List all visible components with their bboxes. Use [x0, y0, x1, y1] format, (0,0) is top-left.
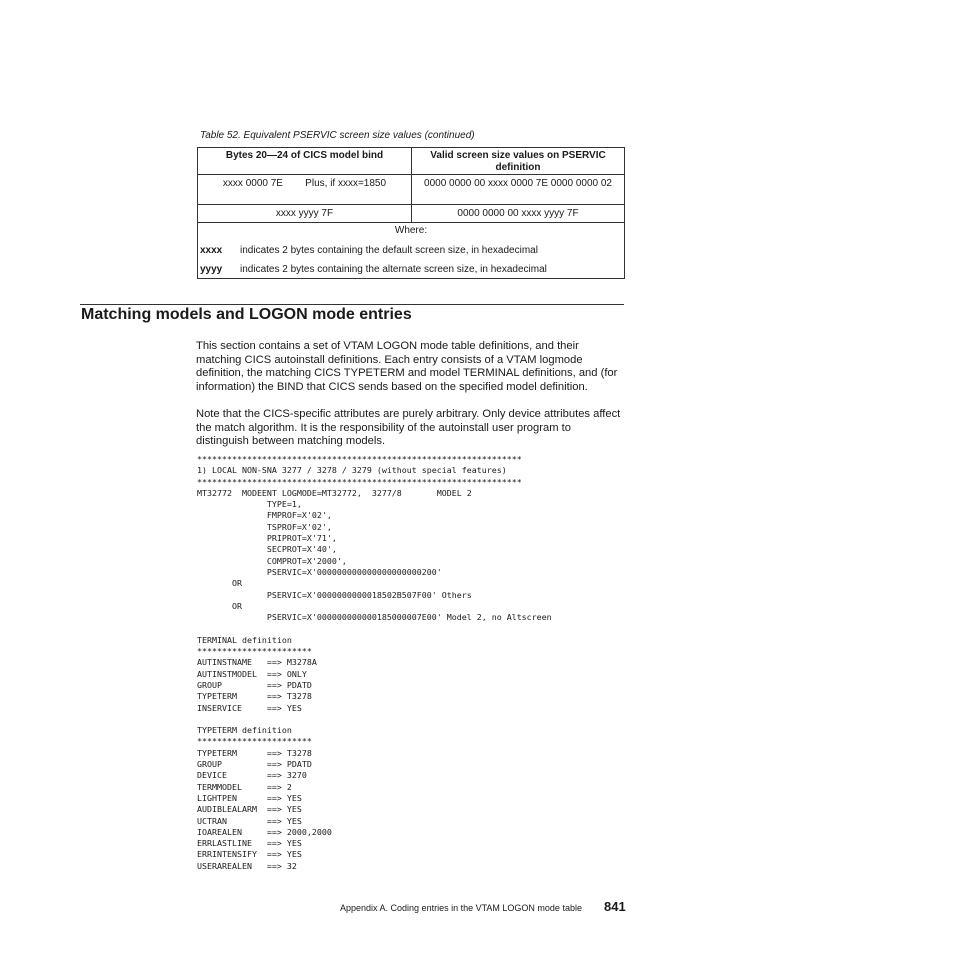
code-line: AUTINSTNAME ==> M3278A — [197, 657, 317, 668]
code-line: AUTINSTMODEL ==> ONLY — [197, 668, 307, 679]
table-header-pservic-values: Valid screen size values on PSERVIC definition — [412, 148, 625, 175]
code-line: PRIPROT=X'71', — [266, 533, 337, 544]
section-divider — [80, 304, 624, 305]
code-line: ERRINTENSIFY ==> YES — [197, 849, 302, 860]
where-item — [200, 245, 538, 256]
code-line: INSERVICE ==> YES — [197, 702, 302, 713]
code-line: ERRLASTLINE ==> YES — [197, 838, 302, 849]
table-row — [198, 205, 625, 223]
code-line: OR — [231, 578, 242, 589]
code-line: GROUP ==> PDATD — [197, 679, 312, 690]
code-line: ***************************************************************** — [197, 454, 522, 464]
where-desc: indicates 2 bytes containing the default screen size, in hexadecimal — [240, 245, 538, 256]
code-line: TYPETERM ==> T3278 — [197, 747, 312, 758]
code-line: PSERVIC=X'000000000000000000000200' — [266, 566, 442, 577]
intro-paragraph: This section contains a set of VTAM LOGON mode table definitions, and their matching CICS autoinstall definitions. Each entry consists of a VTAM logmode definition, the matching CICS TYPETERM and model TERMINAL definitions, and (for information) the BIND that CICS sends based on the specified model definition. — [196, 340, 618, 393]
code-line: UCTRAN ==> YES — [197, 815, 302, 826]
code-line: *********************** — [197, 646, 312, 657]
code-line: TERMMODEL ==> 2 — [197, 781, 292, 792]
code-line: TSPROF=X'02', — [266, 521, 332, 532]
where-item — [200, 264, 547, 275]
code-line: GROUP ==> PDATD — [197, 759, 312, 770]
section-heading: Matching models and LOGON mode entries — [81, 306, 412, 323]
code-line: TYPETERM definition — [197, 725, 292, 736]
code-line: 1) LOCAL NON-SNA 3277 / 3278 / 3279 (without special features) — [197, 465, 507, 476]
where-term: yyyy — [200, 264, 223, 275]
where-desc: indicates 2 bytes containing the alternate screen size, in hexadecimal — [240, 264, 547, 275]
table-header-bind-bytes: Bytes 20—24 of CICS model bind — [198, 148, 412, 175]
code-line: DEVICE ==> 3270 — [197, 770, 307, 781]
code-line: MT32772 MODEENT LOGMODE=MT32772, 3277/8 MODEL 2 — [197, 487, 472, 498]
where-label: Where: — [394, 225, 428, 236]
table-cell: xxxx 0000 7E Plus, if xxxx=1850 — [198, 175, 412, 205]
code-line: TERMINAL definition — [197, 634, 292, 645]
note-paragraph: Note that the CICS-specific attributes are purely arbitrary. Only device attributes affect the match algorithm. It is the responsibility of the autoinstall user program to distinguish between matching models. — [196, 408, 621, 448]
code-line: LIGHTPEN ==> YES — [197, 792, 302, 803]
where-term: xxxx — [200, 245, 223, 256]
code-line: FMPROF=X'02', — [266, 510, 332, 521]
code-line: AUDIBLEALARM ==> YES — [197, 804, 302, 815]
code-line: ***************************************************************** — [197, 476, 522, 487]
footer-text: Appendix A. Coding entries in the VTAM LOGON mode table — [340, 903, 582, 913]
table-caption: Table 52. Equivalent PSERVIC screen size values (continued) — [200, 130, 475, 141]
table-cell: xxxx yyyy 7F — [198, 205, 412, 223]
code-line: USERAREALEN ==> 32 — [197, 860, 297, 871]
where-cell — [198, 223, 625, 279]
table-row — [198, 175, 625, 205]
pservic-table — [197, 147, 625, 279]
table-cell: 0000 0000 00 xxxx yyyy 7F — [412, 205, 625, 223]
code-line: SECPROT=X'40', — [266, 544, 337, 555]
code-line: TYPETERM ==> T3278 — [197, 691, 312, 702]
code-line: *********************** — [197, 736, 312, 747]
table-cell: 0000 0000 00 xxxx 0000 7E 0000 0000 02 — [412, 175, 625, 205]
code-line: PSERVIC=X'0000000000018502B507F00' Others — [266, 589, 472, 600]
code-line: IOAREALEN ==> 2000,2000 — [197, 826, 332, 837]
code-line: COMPROT=X'2000', — [266, 555, 347, 566]
code-line: TYPE=1, — [266, 499, 302, 510]
page-number: 841 — [604, 899, 626, 914]
code-listing — [197, 454, 552, 872]
code-line: PSERVIC=X'000000000000185000007E00' Model 2, no Altscreen — [266, 612, 552, 623]
code-line: OR — [231, 600, 242, 611]
